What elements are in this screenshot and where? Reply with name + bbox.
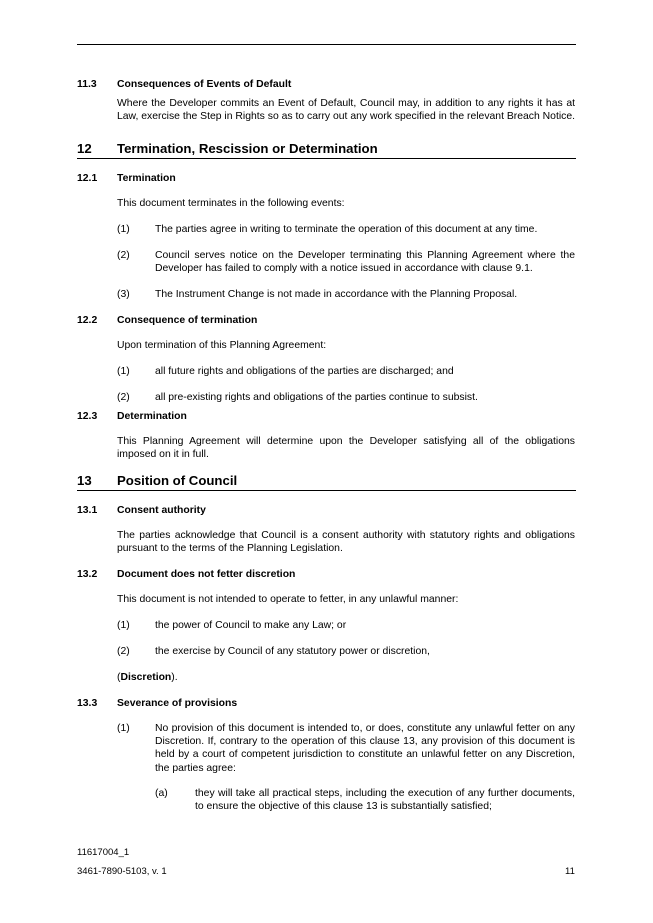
- list-item-number: (2): [117, 646, 130, 657]
- definition-line: [117, 671, 575, 684]
- clause-intro: This document is not intended to operate to fetter, in any unlawful manner:: [117, 594, 459, 605]
- list-item-number: (1): [117, 620, 130, 631]
- list-item-number: (1): [117, 366, 130, 377]
- clause-number: 12.2: [77, 315, 98, 326]
- section-rule: [77, 158, 576, 159]
- list-item-text: the exercise by Council of any statutory power or discretion,: [155, 646, 430, 657]
- list-item-text: The parties agree in writing to terminate the operation of this document at any time.: [155, 224, 538, 235]
- clause-number: 12.1: [77, 173, 98, 184]
- definition-close: ).: [171, 672, 178, 683]
- list-item-text: all future rights and obligations of the parties are discharged; and: [155, 366, 454, 377]
- header-rule: [77, 44, 576, 45]
- clause-number: 13.2: [77, 569, 98, 580]
- list-item-number: (2): [117, 250, 130, 261]
- list-item-text: the power of Council to make any Law; or: [155, 620, 347, 631]
- sub-item-text: they will take all practical steps, including the execution of any further documents, to ensure the objective of this clause 13 is substantially satisfied;: [195, 788, 575, 813]
- sub-item-number: (a): [155, 788, 168, 799]
- clause-number: 13.3: [77, 698, 98, 709]
- section-number: 12: [77, 141, 92, 156]
- list-item-number: (2): [117, 392, 130, 403]
- clause-number: 13.1: [77, 505, 98, 516]
- clause-body: Where the Developer commits an Event of Default, Council may, in addition to any rights it has at Law, exercise the Step in Rights so as to carry out any work specified in the relevant Breach Notice.: [117, 98, 575, 123]
- list-item-number: (1): [117, 224, 130, 235]
- section-title: Termination, Rescission or Determination: [117, 141, 378, 156]
- footer-doc-id: 11617004_1: [77, 847, 130, 858]
- clause-title: Consequences of Events of Default: [117, 79, 292, 90]
- clause-body: This Planning Agreement will determine upon the Developer satisfying all of the obligations imposed on it in full.: [117, 436, 575, 461]
- defined-term: Discretion: [120, 672, 172, 683]
- clause-body: The parties acknowledge that Council is a consent authority with statutory rights and obligations pursuant to the terms of the Planning Legislation.: [117, 530, 575, 555]
- clause-title: Determination: [117, 411, 187, 422]
- clause-title: Document does not fetter discretion: [117, 569, 296, 580]
- clause-title: Severance of provisions: [117, 698, 238, 709]
- footer-ref: 3461-7890-5103, v. 1: [77, 866, 167, 877]
- section-rule: [77, 490, 576, 491]
- page-number: 11: [565, 866, 575, 877]
- clause-title: Consequence of termination: [117, 315, 258, 326]
- clause-number: 12.3: [77, 411, 98, 422]
- clause-title: Termination: [117, 173, 176, 184]
- clause-intro: Upon termination of this Planning Agreement:: [117, 340, 327, 351]
- section-number: 13: [77, 473, 92, 488]
- list-item-text: Council serves notice on the Developer terminating this Planning Agreement where the Developer has failed to comply with a notice issued in accordance with clause 9.1.: [155, 250, 575, 275]
- list-item-text: No provision of this document is intended to, or does, constitute any unlawful fetter on any Discretion. If, contrary to the operation of this clause 13, any provision of this document is held by a court of competent jurisdiction to constitute an unlawful fetter on any Discretion, the parties agree:: [155, 723, 575, 774]
- list-item-number: (1): [117, 723, 130, 734]
- list-item-text: The Instrument Change is not made in accordance with the Planning Proposal.: [155, 289, 518, 300]
- clause-intro: This document terminates in the following events:: [117, 198, 345, 209]
- clause-number: 11.3: [77, 79, 97, 90]
- list-item-number: (3): [117, 289, 130, 300]
- list-item-text: all pre-existing rights and obligations of the parties continue to subsist.: [155, 392, 478, 403]
- definition-open: (: [117, 672, 121, 683]
- section-title: Position of Council: [117, 473, 238, 488]
- clause-title: Consent authority: [117, 505, 206, 516]
